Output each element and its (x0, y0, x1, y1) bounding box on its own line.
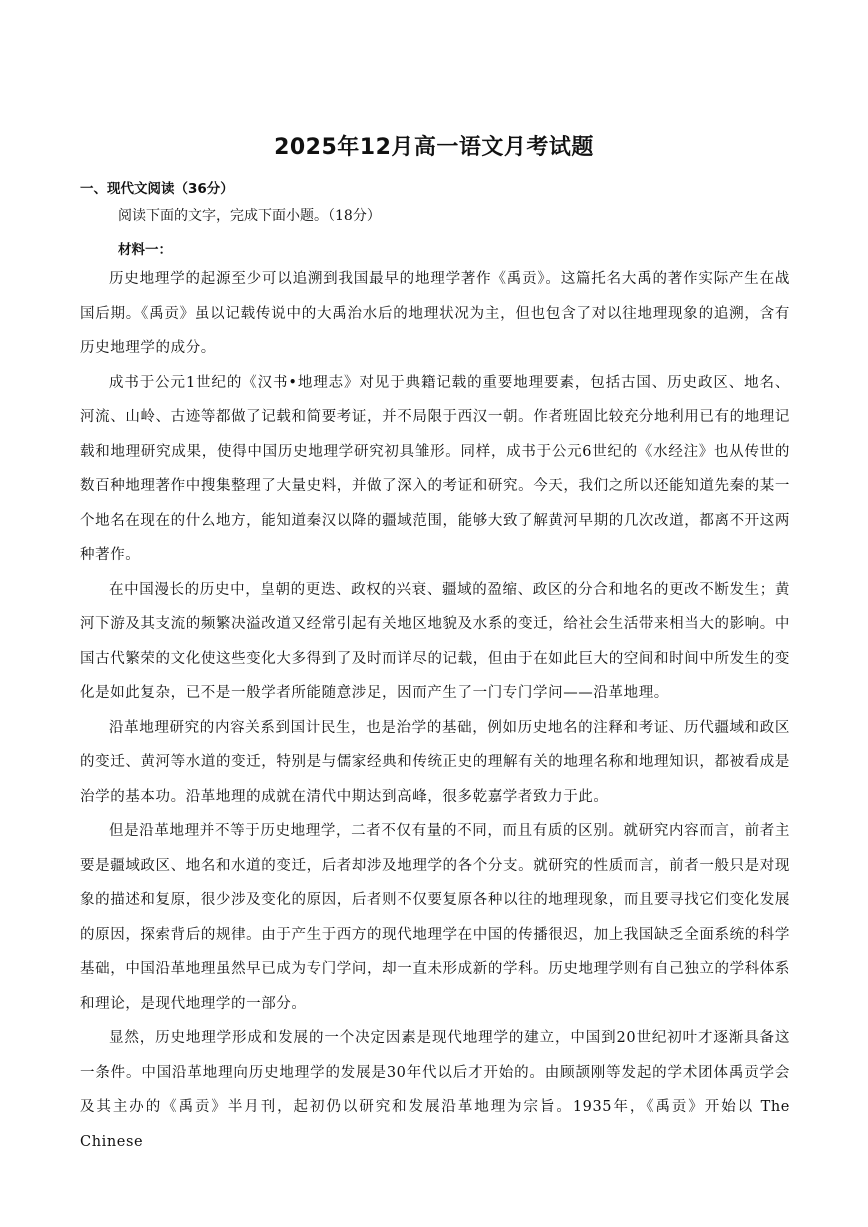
paragraph: 但是沿革地理并不等于历史地理学，二者不仅有量的不同，而且有质的区别。就研究内容而言，前者主要是疆域政区、地名和水道的变迁，后者却涉及地理学的各个分支。就研究的性质而言，前者一般只是对现象的描述和复原，很少涉及变化的原因，后者则不仅要复原各种以往的地理现象，而且要寻找它们变化发展的原因，探索背后的规律。由于产生于西方的现代地理学在中国的传播很迟，加上我国缺乏全面系统的科学基础，中国沿革地理虽然早已成为专门学问，却一直未形成新的学科。历史地理学则有自己独立的学科体系和理论，是现代地理学的一部分。 (80, 823, 790, 1012)
page-title: 2025年12月高一语文月考试题 (274, 135, 594, 160)
paragraph: 历史地理学的起源至少可以追溯到我国最早的地理学著作《禹贡》。这篇托名大禹的著作实际产生在战国后期。《禹贡》虽以记载传说中的大禹治水后的地理状况为主，但也包含了对以往地理现象的追溯，含有历史地理学的成分。 (80, 271, 790, 356)
paragraph: 成书于公元1世纪的《汉书•地理志》对见于典籍记载的重要地理要素，包括古国、历史政区、地名、河流、山岭、古迹等都做了记载和简要考证，并不局限于西汉一朝。作者班固比较充分地利用已有的地理记载和地理研究成果，使得中国历史地理学研究初具雏形。同样，成书于公元6世纪的《水经注》也从传世的数百种地理著作中搜集整理了大量史料，并做了深入的考证和研究。今天，我们之所以还能知道先秦的某一个地名在现在的什么地方，能知道秦汉以降的疆域范围，能够大致了解黄河早期的几次改道，都离不开这两种著作。 (80, 374, 790, 563)
section-heading: 一、现代文阅读（36分） (80, 181, 234, 197)
passage-body (80, 262, 790, 1159)
paragraph: 显然，历史地理学形成和发展的一个决定因素是现代地理学的建立，中国到20世纪初叶才逐渐具备这一条件。中国沿革地理向历史地理学的发展是30年代以后才开始的。由顾颉刚等发起的学术团体禹贡学会及其主办的《禹贡》半月刊，起初仍以研究和发展沿革地理为宗旨。1935年，《禹贡》开始以 The Chinese (80, 1030, 790, 1150)
paragraph: 在中国漫长的历史中，皇朝的更迭、政权的兴衰、疆域的盈缩、政区的分合和地名的更改不断发生；黄河下游及其支流的频繁决溢改道又经常引起有关地区地貌及水系的变迁，给社会生活带来相当大的影响。中国古代繁荣的文化使这些变化大多得到了及时而详尽的记载，但由于在如此巨大的空间和时间中所发生的变化是如此复杂，已不是一般学者所能随意涉足，因而产生了一门专门学问——沿革地理。 (80, 581, 790, 701)
reading-instruction: 阅读下面的文字，完成下面小题。（18分） (118, 208, 381, 224)
paragraph: 沿革地理研究的内容关系到国计民生，也是治学的基础，例如历史地名的注释和考证、历代疆域和政区的变迁、黄河等水道的变迁，特别是与儒家经典和传统正史的理解有关的地理名称和地理知识，都被看成是治学的基本功。沿革地理的成就在清代中期达到高峰，很多乾嘉学者致力于此。 (80, 719, 790, 805)
material-label: 材料一： (118, 242, 172, 258)
